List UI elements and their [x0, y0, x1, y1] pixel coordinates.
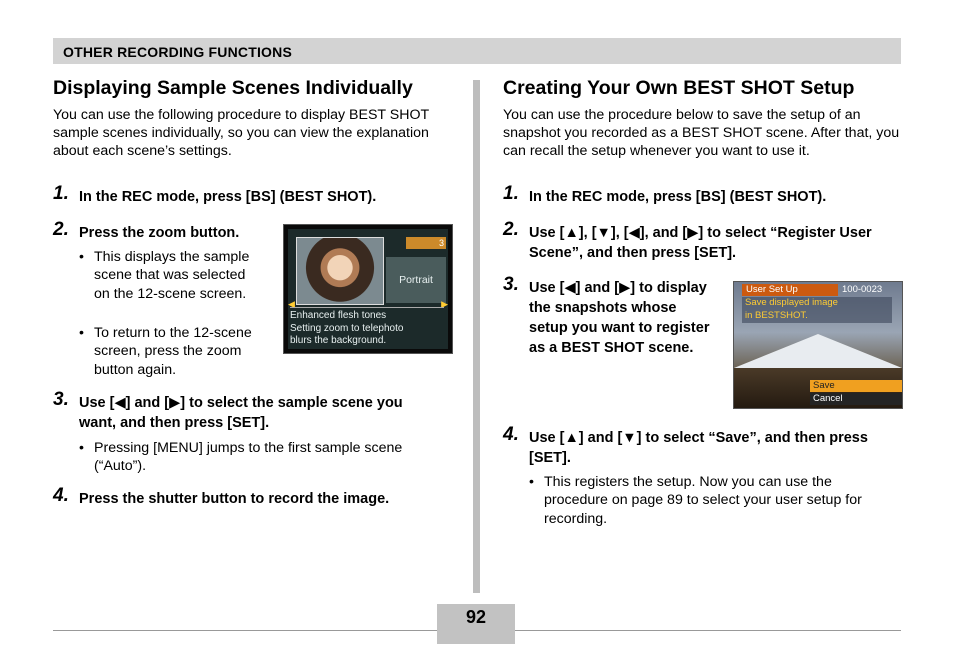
step-number: 2. [53, 219, 69, 240]
right-arrow-icon: ▶ [441, 299, 448, 309]
step-number: 3. [53, 389, 69, 410]
mountain-image [734, 334, 902, 368]
lcd-title: User Set Up [742, 284, 838, 296]
left-step2-bullet-1: • This displays the sample scene that was selected on the 12-scene screen. [79, 248, 279, 320]
step-text: Use [◀] and [▶] to select the sample scene you want, and then press [SET]. [79, 395, 403, 431]
bullet-text: To return to the 12-scene screen, press the zoom button again. [94, 325, 252, 378]
left-arrow-icon: ◀ [288, 299, 295, 309]
camera-lcd-portrait [283, 224, 453, 354]
step-number: 4. [503, 424, 519, 445]
left-step2-bullet-2: • To return to the 12-scene screen, press the zoom button again. [79, 324, 279, 380]
step-text: Press the shutter button to record the image. [79, 491, 390, 507]
cancel-option: Cancel [810, 393, 902, 405]
step-number: 2. [503, 219, 519, 240]
section-title: OTHER RECORDING FUNCTIONS [63, 44, 292, 60]
section-header-bar [53, 38, 901, 64]
step-text: Use [▲] and [▼] to select “Save”, and then press [SET]. [529, 430, 868, 466]
save-option: Save [810, 380, 902, 392]
left-step3-bullet-1: • Pressing [MENU] jumps to the first sample scene (“Auto”). [79, 439, 459, 477]
right-intro: You can use the procedure below to save the setup of an snapshot you recorded as a BEST SHOT scene. After that, you can recall the setup whenever you want to use it. [503, 107, 900, 159]
file-number: 100-0023 [842, 284, 883, 295]
portrait-photo [296, 237, 384, 305]
step-number: 3. [503, 274, 519, 295]
camera-lcd-user-setup [733, 281, 903, 409]
step-text: Use [◀] and [▶] to display the snapshots whose setup you want to register as a BEST SHOT scene. [529, 280, 710, 356]
step-text: Use [▲], [▼], [◀], and [▶] to select “Register User Scene”, and then press [SET]. [529, 225, 872, 261]
scene-name-label: Portrait [386, 257, 446, 303]
page-number-tab [437, 630, 515, 644]
bullet-text: Pressing [MENU] jumps to the first sample scene (“Auto”). [94, 440, 403, 475]
right-heading: Creating Your Own BEST SHOT Setup [503, 77, 855, 99]
page-number: 92 [437, 604, 515, 630]
bullet-text: This registers the setup. Now you can use the procedure on page 89 to select your user setup for recording. [544, 474, 862, 527]
step-number: 4. [53, 485, 69, 506]
step-text: Press the zoom button. [79, 225, 240, 241]
left-heading: Displaying Sample Scenes Individually [53, 77, 413, 99]
left-intro: You can use the following procedure to display BEST SHOT sample scenes individually, so you can view the explanation about each scene’s settings. [53, 107, 429, 159]
step-text: In the REC mode, press [BS] (BEST SHOT). [529, 189, 827, 205]
scene-number-badge: 3 [406, 237, 446, 249]
step-text: In the REC mode, press [BS] (BEST SHOT). [79, 189, 377, 205]
step-number: 1. [503, 183, 519, 204]
scene-description: Enhanced flesh tones Setting zoom to telephoto blurs the background. [290, 307, 444, 348]
step-number: 1. [53, 183, 69, 204]
lcd-message: Save displayed image in BESTSHOT. [742, 297, 892, 323]
bullet-text: This displays the sample scene that was selected on the 12-scene screen. [94, 249, 250, 302]
column-divider [473, 80, 480, 593]
right-step4-bullet-1: • This registers the setup. Now you can use the procedure on page 89 to select your user setup for recording. [529, 473, 909, 529]
